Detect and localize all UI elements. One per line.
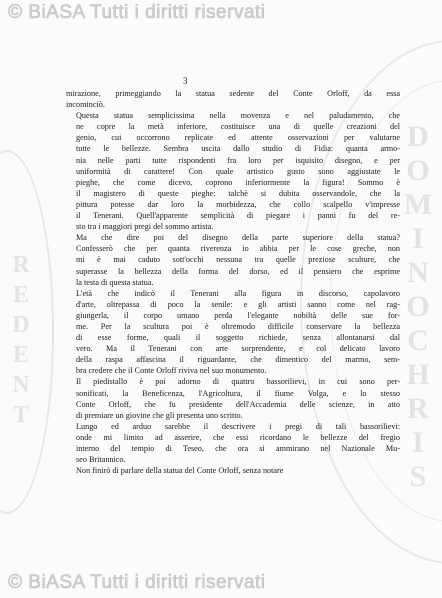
paragraph <box>66 232 400 287</box>
text-line: genio, cui occorrono replicate ed attente osservazioni per valutarne <box>76 133 400 143</box>
text-line: Conte Orloff, che fu presidente dell'Accademia delle scienze, in atto <box>76 399 400 409</box>
text-line: Non finirò di parlare della statua del Conte Orloff, senza notare <box>76 466 284 476</box>
text-line: mirazione, primeggiando la statua sedente del Conte Orloff, da essa <box>66 89 400 98</box>
library-seal-left-lettering <box>6 250 36 430</box>
text-line: nia nelle parti tutte rispondenti fra loro per isquisito disegno, e per <box>76 155 400 165</box>
paragraph <box>66 110 400 232</box>
text-line: il Tenerani. Quell'apparente semplicità di piegare i panni fu del re- <box>76 211 400 221</box>
seal-letter: H <box>406 358 430 391</box>
text-line: incominciò. <box>66 100 105 110</box>
text-line: Il piedistallo è poi adorno di quattro bassorilievi, in cui sono per- <box>76 377 400 387</box>
watermark-top: © BiASA Tutti i diritti riservati <box>8 2 266 23</box>
seal-letter: T <box>12 402 29 428</box>
text-line: tutte le bellezze. Sembra uscita dallo studio di Fidia: quanta armo- <box>76 144 400 154</box>
paragraph <box>66 88 400 110</box>
text-line: onde mi limito ad asserire, che essi ricordano le bellezze del fregio <box>76 432 400 442</box>
seal-letter: E <box>12 282 29 308</box>
text-line: bra credere che il Conte Orloff riviva nel suo monumento. <box>76 366 267 376</box>
text-line: superasse la bellezza della forma del dorso, ed il pensiero che esprime <box>76 266 400 276</box>
text-line: me. Per la scultura poi è oltremodo difficile conservare la bellezza <box>76 321 400 331</box>
text-line: uniformità di carattere! Con quale artistico gusto sono aggiustate le <box>76 166 400 176</box>
text-line: d'arte, oltrepassa di poco la senile: e gli artisti sanno come nel rag- <box>76 299 400 309</box>
text-line: la testa di questa statua. <box>76 277 154 287</box>
text-line: vero. Ma il Tenerani con arte sorprendente, e col delicato lavoro <box>76 344 400 354</box>
seal-letter: E <box>12 342 29 368</box>
seal-letter: C <box>407 324 429 357</box>
text-line: pieghe, che come dicevo, coprono inferiormente la figura! Sommo è <box>76 177 400 187</box>
seal-letter: D <box>12 312 30 338</box>
seal-letter: I <box>412 222 424 255</box>
text-line: della raspa affascina il riguardante, che dimentico del marmo, sem- <box>76 355 400 365</box>
seal-letter: R <box>407 392 429 425</box>
paragraph <box>66 421 400 465</box>
text-line: sto tra i maggiori pregi del sommo artista. <box>76 222 214 232</box>
text-line: mi è mai caduto sott'occhi nessuna tra quelle preziose sculture, che <box>76 255 400 265</box>
seal-letter: R <box>12 252 30 278</box>
text-line: Ma che dire poi del disegno della parte superiore della statua? <box>76 233 400 243</box>
paragraph <box>66 465 400 476</box>
seal-letter: N <box>12 372 30 398</box>
text-line: interno del tempio di Teseo, che ora si ammirano nel Nazionale Mu- <box>76 444 400 453</box>
seal-letter: O <box>406 154 430 187</box>
text-line: Questa statua semplicissima nella movenza e nel paludamento, che <box>76 111 400 121</box>
text-line: giungerla, il corpo umano perda l'elegante nobiltà delle sue for- <box>76 310 400 320</box>
text-line: pittura potesse dar loro la morbidezza, che collo scalpello v'impresse <box>76 199 400 209</box>
text-line: sonificati, la Beneficenza, l'Agricoltura, il fiume Volga, e lo stesso <box>76 388 400 398</box>
seal-letter: I <box>412 426 424 459</box>
text-line: L'età che indicò il Tenerani alla figura in discorso, capolavoro <box>76 288 400 298</box>
paragraph <box>66 376 400 420</box>
text-line: ne copre la metà inferiore, costituisce una di quelle creazioni del <box>76 122 400 132</box>
seal-letter: M <box>403 188 433 221</box>
library-seal-lettering <box>398 120 438 494</box>
watermark-bottom: © BiASA Tutti i diritti riservati <box>8 572 266 593</box>
text-line: il magistero di queste pieghe: talchè si dubita osservandole, che la <box>76 188 400 198</box>
page-number: 3 <box>183 76 188 86</box>
text-line: di premiare un giovine che gli presenta uno scritto. <box>76 410 243 420</box>
seal-letter: D <box>407 120 429 153</box>
seal-letter: O <box>406 290 430 323</box>
text-line: Confesserò che per quanta riverenza io abbia per le cose greche, non <box>76 244 400 254</box>
body-text <box>66 88 400 476</box>
text-line: Lungo ed arduo sarebbe il descrivere i pregi di tali bassorilievi: <box>76 421 400 431</box>
text-line: seo Britannico. <box>76 455 126 465</box>
text-line: di esse forme, quali il soggetto richiede, senza allontanarsi dal <box>76 333 400 343</box>
paragraph <box>66 288 400 377</box>
seal-letter: N <box>407 256 429 289</box>
seal-letter: S <box>409 460 427 493</box>
